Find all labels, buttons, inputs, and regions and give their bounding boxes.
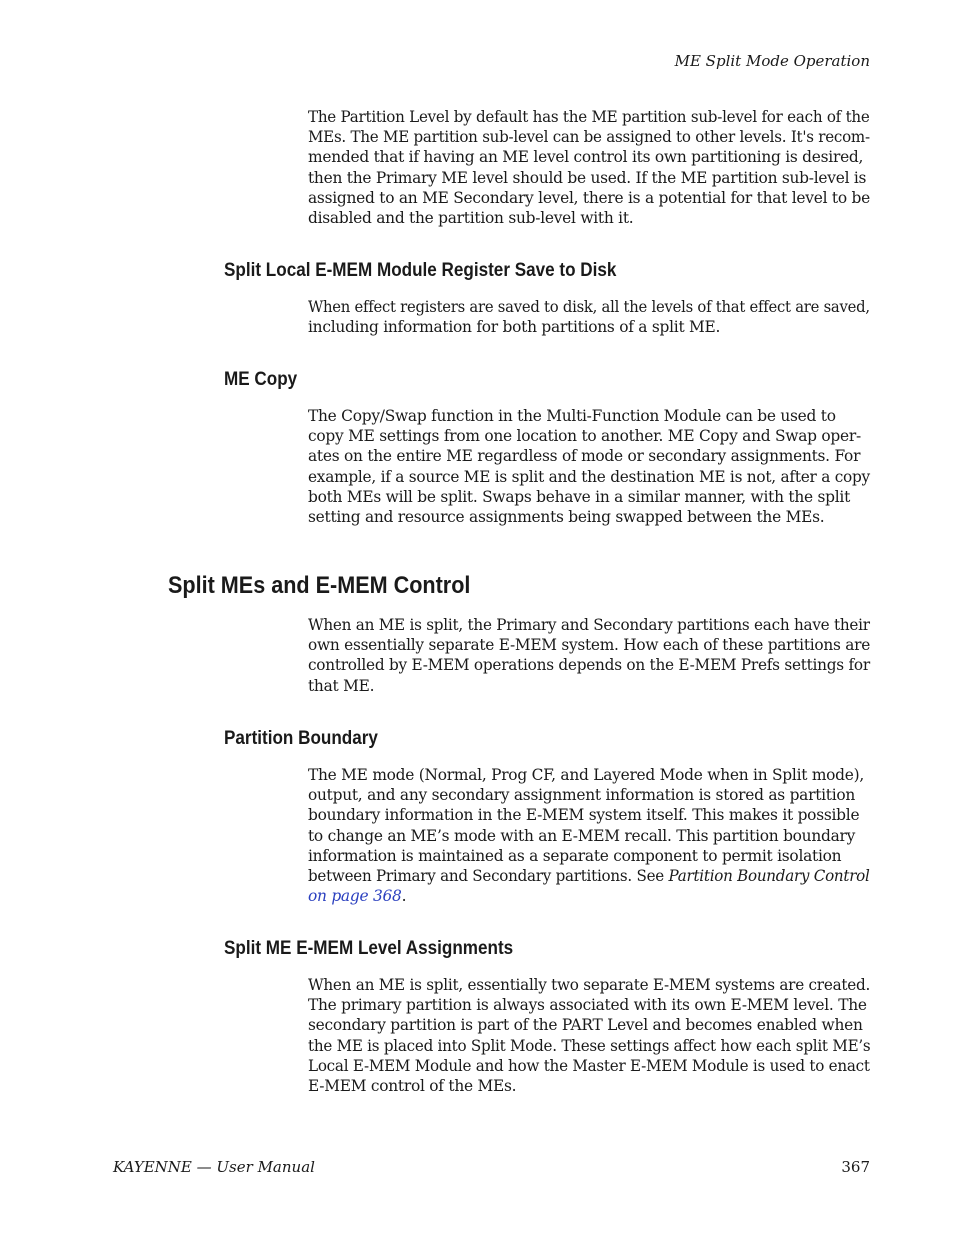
text-line: disabled and the partition sub-level with it. <box>308 209 634 228</box>
text-line: E-MEM control of the MEs. <box>308 1077 517 1096</box>
page-reference-link[interactable]: on page 368 <box>308 887 402 906</box>
cross-reference-title: Partition Boundary Control <box>668 867 870 886</box>
running-head: ME Split Mode Operation <box>674 52 870 70</box>
text-line: controlled by E-MEM operations depends on the E-MEM Prefs settings for <box>308 656 870 675</box>
text-fragment: . <box>401 887 407 906</box>
level-assignments-paragraph <box>308 975 870 1096</box>
page-number: 367 <box>841 1158 870 1176</box>
text-line: When an ME is split, essentially two separate E-MEM systems are created. <box>308 976 871 994</box>
save-to-disk-paragraph <box>308 297 870 337</box>
text-line: assigned to an ME Secondary level, there is a potential for that level to be <box>308 188 870 207</box>
text-line: The ME mode (Normal, Prog CF, and Layered Mode when in Split mode), <box>308 766 865 784</box>
split-mes-paragraph <box>308 615 870 696</box>
heading-partition-boundary: Partition Boundary <box>224 728 378 749</box>
heading-me-copy: ME Copy <box>224 369 298 390</box>
intro-paragraph <box>308 107 870 228</box>
text-line: to change an ME’s mode with an E-MEM recall. This partition boundary <box>308 826 856 845</box>
text-line <box>308 866 870 886</box>
heading-level-assignments: Split ME E-MEM Level Assignments <box>224 938 514 959</box>
text-line: The Partition Level by default has the ME partition sub-level for each of the <box>308 108 870 126</box>
text-line: output, and any secondary assignment information is stored as partition <box>308 786 856 805</box>
text-line: the ME is placed into Split Mode. These settings affect how each split ME’s <box>308 1036 871 1055</box>
text-line: boundary information in the E-MEM system itself. This makes it possible <box>308 806 860 825</box>
text-line: Local E-MEM Module and how the Master E-MEM Module is used to enact <box>308 1056 870 1075</box>
heading-split-mes: Split MEs and E-MEM Control <box>168 572 471 599</box>
text-line: mended that if having an ME level control its own partitioning is desired, <box>308 148 864 167</box>
text-line: The primary partition is always associated with its own E-MEM level. The <box>308 996 867 1015</box>
text-line: When effect registers are saved to disk, all the levels of that effect are saved, <box>308 298 870 316</box>
text-line: then the Primary ME level should be used. If the ME partition sub-level is <box>308 168 867 187</box>
text-line: MEs. The ME partition sub-level can be assigned to other levels. It's recom- <box>308 128 870 147</box>
footer-manual-title: KAYENNE — User Manual <box>113 1158 315 1176</box>
text-line: secondary partition is part of the PART Level and becomes enabled when <box>308 1016 863 1035</box>
text-line: information is maintained as a separate component to permit isolation <box>308 846 842 865</box>
partition-boundary-paragraph <box>308 765 870 906</box>
text-line: both MEs will be split. Swaps behave in a similar manner, with the split <box>308 487 851 506</box>
me-copy-paragraph <box>308 406 870 527</box>
text-line <box>308 886 870 906</box>
text-line: When an ME is split, the Primary and Secondary partitions each have their <box>308 616 870 634</box>
text-fragment: between Primary and Secondary partitions. See <box>308 867 669 886</box>
text-line: The Copy/Swap function in the Multi-Function Module can be used to <box>308 407 836 425</box>
text-line: including information for both partitions of a split ME. <box>308 318 721 337</box>
text-line: copy ME settings from one location to another. ME Copy and Swap oper- <box>308 427 861 446</box>
text-line: example, if a source ME is split and the destination ME is not, after a copy <box>308 467 870 486</box>
text-line: setting and resource assignments being swapped between the MEs. <box>308 508 825 527</box>
text-line: that ME. <box>308 676 375 695</box>
heading-save-to-disk: Split Local E-MEM Module Register Save to Disk <box>224 260 617 281</box>
text-line: ates on the entire ME regardless of mode or secondary assignments. For <box>308 447 861 466</box>
text-line: own essentially separate E-MEM system. How each of these partitions are <box>308 636 871 655</box>
